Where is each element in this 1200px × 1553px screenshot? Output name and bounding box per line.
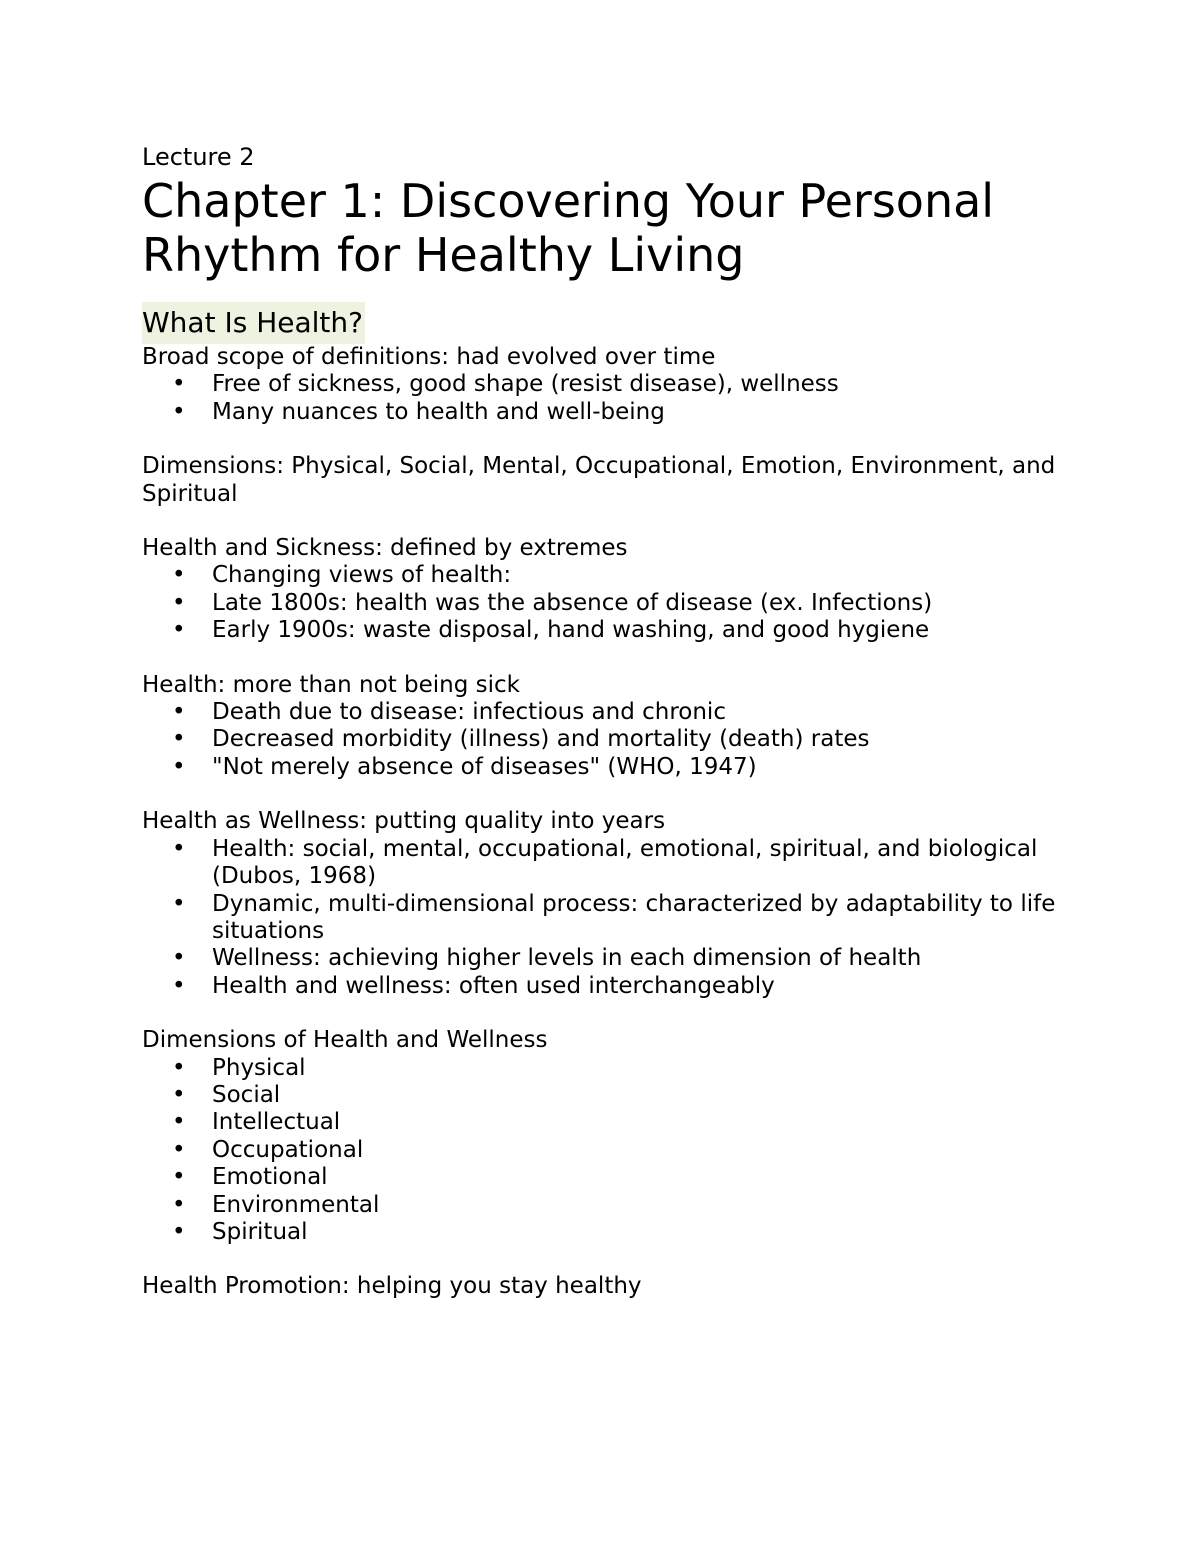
bullet-icon: • (172, 371, 186, 398)
note-block (142, 1273, 1082, 1300)
list-item-text: Social (212, 1081, 281, 1108)
section-heading: What Is Health? (142, 302, 365, 344)
bullet-icon: • (172, 945, 186, 972)
notes-body (142, 344, 1082, 1301)
note-block (142, 1027, 1082, 1246)
bullet-icon: • (172, 699, 186, 726)
list-item (142, 836, 1082, 891)
list-item-text: Health and wellness: often used interchangeably (212, 972, 775, 999)
list-item-text: Free of sickness, good shape (resist disease), wellness (212, 371, 839, 398)
list-item-text: Changing views of health: (212, 562, 512, 589)
bullet-list (142, 699, 1082, 781)
list-item (142, 617, 1082, 644)
list-item-text: Emotional (212, 1164, 328, 1191)
list-item (142, 1192, 1082, 1219)
list-item-text: Health: social, mental, occupational, emotional, spiritual, and biological (Dubos, 1968) (212, 835, 1038, 890)
list-item-text: Dynamic, multi-dimensional process: characterized by adaptability to life situations (212, 890, 1056, 944)
list-item-text: Early 1900s: waste disposal, hand washing, and good hygiene (212, 617, 930, 644)
note-block (142, 672, 1082, 782)
list-item (142, 1109, 1082, 1136)
list-item-text: Wellness: achieving higher levels in each dimension of health (212, 945, 922, 972)
bullet-icon: • (172, 1109, 186, 1136)
bullet-icon: • (172, 1081, 186, 1108)
bullet-list (142, 836, 1082, 1000)
bullet-icon: • (172, 972, 186, 999)
block-title: Health and Sickness: defined by extremes (142, 535, 628, 562)
bullet-icon: • (172, 835, 186, 862)
bullet-icon: • (172, 398, 186, 425)
list-item-text: Spiritual (212, 1218, 308, 1245)
bullet-list (142, 371, 1082, 426)
block-title: Broad scope of definitions: had evolved over time (142, 344, 716, 370)
list-item (142, 973, 1082, 1000)
list-item (142, 1164, 1082, 1191)
list-item-text: Physical (212, 1054, 306, 1081)
list-item (142, 891, 1082, 946)
document-page (142, 140, 1082, 1301)
bullet-icon: • (172, 617, 186, 644)
bullet-list (142, 1055, 1082, 1247)
list-item (142, 754, 1082, 781)
bullet-icon: • (172, 1054, 186, 1081)
bullet-icon: • (172, 1136, 186, 1163)
list-item-text: Intellectual (212, 1109, 341, 1136)
list-item (142, 590, 1082, 617)
list-item (142, 1082, 1082, 1109)
list-item (142, 562, 1082, 589)
list-item (142, 371, 1082, 398)
block-title: Health: more than not being sick (142, 671, 520, 698)
list-item (142, 726, 1082, 753)
list-item (142, 399, 1082, 426)
block-title: Dimensions: Physical, Social, Mental, Occupational, Emotion, Environment, and Spiritual (142, 453, 1056, 507)
note-block (142, 535, 1082, 645)
list-item (142, 1055, 1082, 1082)
block-title: Health as Wellness: putting quality into years (142, 808, 666, 835)
list-item-text: Death due to disease: infectious and chronic (212, 699, 726, 726)
bullet-icon: • (172, 1191, 186, 1218)
chapter-title: Chapter 1: Discovering Your Personal Rhythm for Healthy Living (142, 174, 995, 282)
list-item (142, 1137, 1082, 1164)
bullet-icon: • (172, 726, 186, 753)
bullet-icon: • (172, 753, 186, 780)
list-item-text: Environmental (212, 1191, 380, 1218)
list-item-text: "Not merely absence of diseases" (WHO, 1947) (212, 753, 757, 780)
bullet-list (142, 562, 1082, 644)
list-item-text: Decreased morbidity (illness) and mortality (death) rates (212, 726, 870, 753)
note-block (142, 808, 1082, 1000)
bullet-icon: • (172, 890, 186, 917)
bullet-icon: • (172, 589, 186, 616)
note-block (142, 453, 1082, 508)
list-item-text: Occupational (212, 1136, 364, 1163)
block-title: Dimensions of Health and Wellness (142, 1027, 548, 1054)
block-title: Health Promotion: helping you stay healthy (142, 1273, 642, 1300)
list-item (142, 945, 1082, 972)
list-item (142, 1219, 1082, 1246)
list-item (142, 699, 1082, 726)
bullet-icon: • (172, 1164, 186, 1191)
note-block (142, 344, 1082, 426)
lecture-label: Lecture 2 (142, 143, 255, 171)
bullet-icon: • (172, 1218, 186, 1245)
list-item-text: Late 1800s: health was the absence of disease (ex. Infections) (212, 589, 933, 616)
list-item-text: Many nuances to health and well-being (212, 398, 665, 425)
bullet-icon: • (172, 562, 186, 589)
